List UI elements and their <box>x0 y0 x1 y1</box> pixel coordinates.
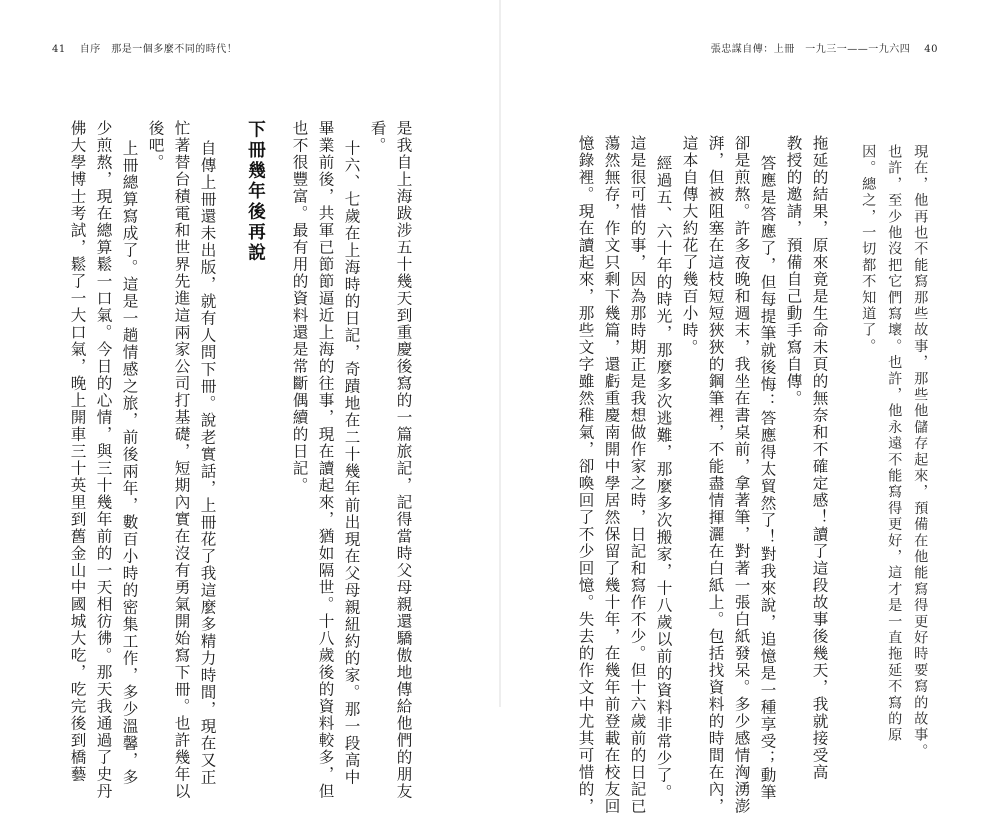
right-running-head <box>711 40 938 55</box>
quote-line: 因。總之，一切都不知道了。 <box>860 144 877 355</box>
paragraph-line: 少煎熬，現在總算鬆一口氣。今日的心情，與三十幾年前的一天相彷彿。那天我通過了史丹 <box>94 120 113 800</box>
paragraph-line: 畢業前後，共軍已節節逼近上海的往事，現在讀起來，猶如隔世。十八歲後的資料較多，但 <box>316 120 335 800</box>
paragraph-line: 拖延的結果，原來竟是生命未頁的無奈和不確定感！讀了這段故事後幾天，我就接受高 <box>810 135 829 781</box>
paragraph-line: 湃，但被阻塞在這枝短短狹狹的鋼筆裡，不能盡情揮灑在白紙上。包括找資料的時間在內， <box>706 135 725 815</box>
paragraph-line: 教授的邀請，預備自己動手寫自傳。 <box>784 135 803 407</box>
paragraph-line: 十六、七歲在上海時的日記，奇蹟地在二十幾年前出現在父母親紐約的家。那一段高中 <box>342 140 361 786</box>
quote-line: 也許，至少他沒把它們寫壞。也許，他永遠不能寫得更好，這才是一直拖延不寫的原 <box>886 144 903 744</box>
paragraph-line: 看。 <box>368 120 387 154</box>
paragraph-line: 答應是答應了，但每提筆就後悔：答應得太貿然了！對我來說，追憶是一種享受；動筆 <box>758 155 777 801</box>
right-running-title: 張忠謀自傳：上冊 一九三一——一九六四 <box>710 44 911 55</box>
paragraph-line: 是我自上海跋涉五十幾天到重慶後寫的一篇旅記，記得當時父母親還驕傲地傳給他們的朋友 <box>394 120 413 800</box>
section-heading: 下冊幾年後再說 <box>245 120 266 264</box>
left-running-title: 自序 那是一個多麼不同的時代！ <box>79 44 238 55</box>
paragraph-line: 後吧。 <box>146 120 165 171</box>
paragraph-line: 卻是煎熬。許多夜晚和週末，我坐在書桌前，拿著筆，對著一張白紙發呆。多少感情洶湧澎 <box>732 135 751 815</box>
quote-line: 現在，他再也不能寫那些故事，那些他儲存起來，預備在他能寫得更好時要寫的故事。 <box>912 144 929 760</box>
paragraph-line: 蕩然無存，作文只剩下幾篇，還虧重慶南開中學居然保留了幾十年，在幾年前登載在校友回 <box>602 135 621 815</box>
paragraph-line: 經過五、六十年的時光，那麼多次逃難，那麼多次搬家，十八歲以前的資料非常少了。 <box>654 155 673 801</box>
paragraph-line: 自傳上冊還未出版，就有人問下冊。說老實話，上冊花了我這麼多精力時間，現在又正 <box>198 140 217 786</box>
right-page-number: 40 <box>924 44 938 55</box>
paragraph-line: 忙著替台積電和世界先進這兩家公司打基礎，短期內實在沒有勇氣開始寫下冊。也許幾年以 <box>172 120 191 800</box>
paragraph-line: 憶錄裡。現在讀起來，那些文字雖然稚氣，卻喚回了不少回憶。失去的作文中尤其可惜的， <box>576 135 595 815</box>
paragraph-line: 也不很豐富。最有用的資料還是常斷偶續的日記。 <box>290 120 309 494</box>
paragraph-line: 這本自傳大約花了幾百小時。 <box>680 135 699 356</box>
paragraph-line: 這是很可惜的事，因為那時期正是我想做作家之時，日記和寫作不少。但十六歲前的日記已 <box>628 135 647 815</box>
paragraph-line: 佛大學博士考試，鬆了一大口氣，晚上開車三十英里到舊金山中國城大吃，吃完後到橋藝 <box>68 120 87 783</box>
left-page-number: 41 <box>52 44 66 55</box>
paragraph-line: 上冊總算寫成了。這是一趟情感之旅，前後兩年，數百小時的密集工作，多少溫馨，多 <box>120 140 139 786</box>
left-running-head <box>52 40 237 55</box>
page-gutter <box>499 0 501 707</box>
